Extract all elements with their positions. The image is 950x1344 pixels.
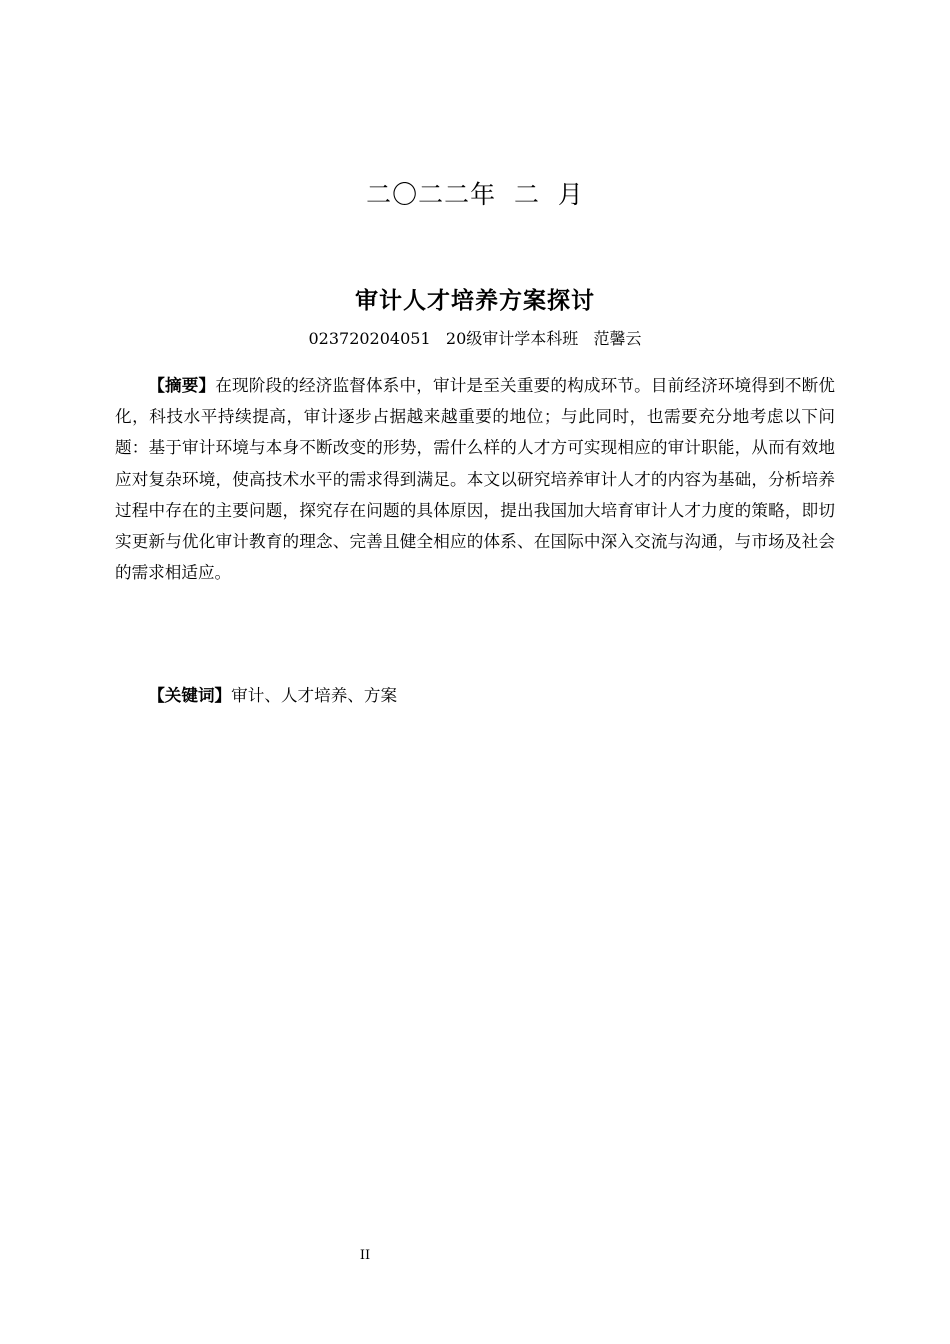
keywords-paragraph	[115, 680, 835, 711]
abstract-text: 在现阶段的经济监督体系中，审计是至关重要的构成环节。目前经济环境得到不断优化，科技水平持续提高，审计逐步占据越来越重要的地位；与此同时，也需要充分地考虑以下问题：基于审计环境与本身不断改变的形势，需什么样的人才方可实现相应的审计职能，从而有效地应对复杂环境，使高技术水平的需求得到满足。本文以研究培养审计人才的内容为基础，分析培养过程中存在的主要问题，探究存在问题的具体原因，提出我国加大培育审计人才力度的策略，即切实更新与优化审计教育的理念、完善且健全相应的体系、在国际中深入交流与沟通，与市场及社会的需求相适应。	[115, 376, 836, 583]
date-line: 二〇二二年 二 月	[366, 180, 584, 209]
author-line: 023720204051 20级审计学本科班 范馨云	[308, 329, 642, 348]
abstract-label: 【摘要】	[148, 376, 216, 395]
keywords-text: 审计、人才培养、方案	[231, 686, 398, 705]
keywords-label: 【关键词】	[148, 686, 232, 705]
abstract-paragraph	[115, 370, 835, 588]
paper-title: 审计人才培养方案探讨	[355, 288, 595, 314]
page-number: II	[359, 1248, 371, 1263]
